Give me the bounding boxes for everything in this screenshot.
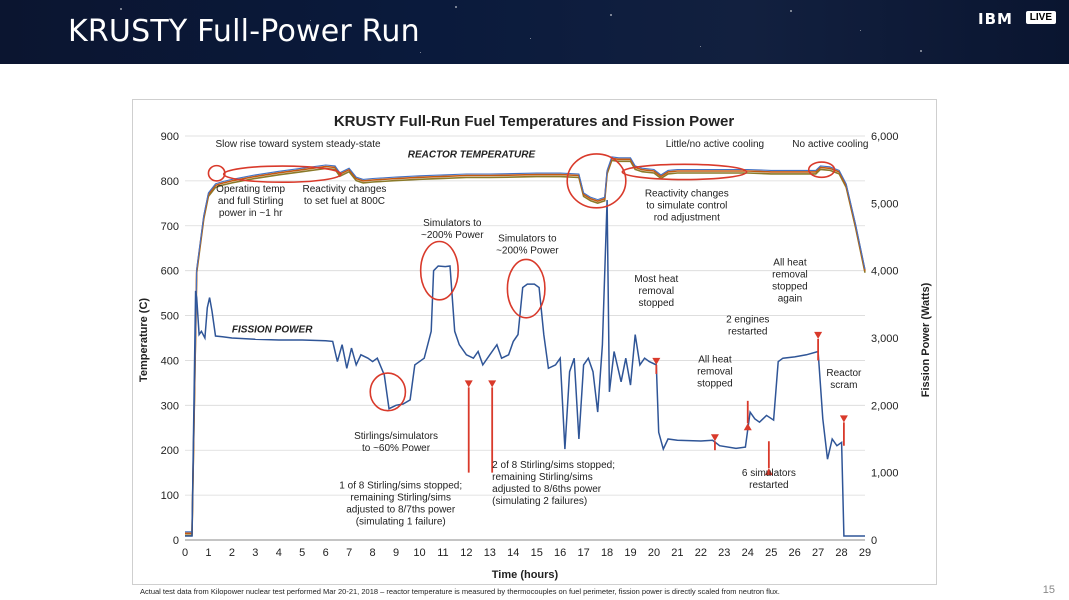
annotation-label: Stirlings/simulators to ~60% Power	[354, 431, 438, 454]
x-tick-label: 9	[392, 547, 400, 559]
x-tick-label: 5	[299, 547, 306, 559]
x-tick-label: 29	[858, 547, 872, 559]
slide-title: KRUSTY Full-Power Run	[68, 14, 420, 49]
y-tick-label: 700	[160, 220, 179, 233]
x-tick-label: 3	[252, 547, 259, 559]
annotation-label: REACTOR TEMPERATURE	[407, 149, 536, 161]
annotation-arrowhead	[488, 380, 496, 387]
x-tick-label: 2	[228, 547, 235, 559]
annotation-label: Reactivity changes to simulate control rod adjustment	[644, 188, 729, 224]
x-axis-label: Time (hours)	[491, 569, 559, 581]
y-tick-label: 300	[160, 400, 179, 413]
x-tick-label: 14	[507, 547, 520, 559]
annotation-label: Most heat removal stopped	[634, 273, 679, 309]
y-axis-label: Temperature (C)	[138, 297, 150, 383]
annotation-label: Reactor scram	[826, 368, 862, 392]
x-tick-label: 16	[554, 547, 567, 559]
x-tick-label: 21	[671, 547, 684, 559]
x-tick-label: 19	[624, 547, 637, 559]
x-tick-label: 23	[718, 547, 731, 559]
x-tick-label: 22	[694, 547, 707, 559]
annotation-label: No active cooling	[792, 139, 869, 151]
annotation-arrowhead	[744, 423, 752, 430]
annotation-label: Little/no active cooling	[665, 139, 765, 151]
krusty-chart	[133, 100, 936, 584]
annotation-arrowhead	[814, 332, 822, 339]
page-number: 15	[1042, 584, 1055, 596]
y2-tick-label: 0	[871, 535, 878, 547]
y2-tick-label: 2,000	[871, 400, 899, 413]
x-tick-label: 13	[483, 547, 496, 559]
x-tick-label: 12	[460, 547, 473, 559]
y2-tick-label: 3,000	[871, 333, 899, 345]
annotation-arrowhead	[465, 380, 473, 387]
annotation-label: 6 simulators restarted	[741, 467, 796, 491]
footnote: Actual test data from Kilopower nuclear test performed Mar 20-21, 2018 – reactor temperature is measured by thermocouples on fuel perimeter, fission power is directly scaled from neutron flux.	[140, 587, 780, 596]
x-tick-label: 26	[788, 547, 801, 559]
x-tick-label: 20	[647, 547, 661, 559]
x-tick-label: 6	[322, 547, 329, 559]
live-badge: LIVE	[1026, 11, 1056, 24]
slide-header	[0, 0, 1069, 64]
x-tick-label: 11	[437, 547, 449, 559]
annotations	[208, 139, 868, 527]
annotation-label: Operating temp and full Stirling power in ~1 hr	[216, 184, 286, 220]
y2-tick-label: 1,000	[871, 467, 899, 480]
x-tick-label: 15	[530, 547, 543, 559]
annotation-label: All heat removal stopped	[697, 354, 733, 390]
x-tick-label: 8	[369, 547, 376, 559]
y-tick-label: 600	[160, 265, 179, 278]
x-tick-label: 27	[811, 547, 825, 559]
x-tick-label: 17	[577, 547, 590, 559]
x-tick-label: 25	[765, 547, 778, 559]
annotation-ellipse	[208, 166, 224, 181]
annotation-label: All heat removal stopped again	[772, 257, 808, 305]
annotation-label: Slow rise toward system steady-state	[215, 139, 381, 151]
x-tick-label: 4	[275, 547, 282, 559]
annotation-label: 2 of 8 Stirling/sims stopped; remaining Stirling/sims adjusted to 8/6ths power (simulating 2 failures)	[492, 460, 616, 508]
y-tick-label: 900	[160, 131, 179, 143]
y-tick-label: 100	[160, 490, 179, 503]
chart-panel	[132, 99, 937, 585]
annotation-label: Simulators to ~200% Power	[496, 233, 559, 257]
annotation-label: 1 of 8 Stirling/sims stopped; remaining Stirling/sims adjusted to 8/7ths power (simulating 1 failure)	[339, 480, 463, 528]
annotation-arrowhead	[840, 415, 848, 422]
chart-title: KRUSTY Full-Run Fuel Temperatures and Fission Power	[333, 113, 735, 130]
x-tick-label: 1	[205, 547, 212, 559]
x-tick-label: 7	[346, 547, 353, 559]
x-tick-label: 10	[413, 547, 426, 559]
y-tick-label: 200	[160, 445, 179, 458]
x-tick-label: 18	[600, 547, 614, 559]
y-tick-label: 400	[160, 355, 179, 368]
annotation-label: Reactivity changes to set fuel at 800C	[302, 184, 387, 208]
x-tick-label: 28	[835, 547, 848, 559]
x-tick-label: 0	[181, 547, 189, 559]
annotation-label: FISSION POWER	[231, 324, 313, 336]
y-tick-label: 0	[172, 535, 179, 547]
annotation-label: Simulators to ~200% Power	[421, 217, 484, 241]
y-tick-label: 500	[160, 310, 179, 323]
annotation-label: 2 engines restarted	[726, 314, 770, 338]
ibm-logo: IBM	[978, 10, 1013, 28]
y2-axis-label: Fission Power (Watts)	[920, 282, 932, 398]
y-tick-label: 800	[160, 175, 179, 188]
y2-tick-label: 5,000	[871, 198, 899, 211]
x-tick-label: 24	[741, 547, 754, 559]
y2-tick-label: 6,000	[871, 131, 899, 143]
y2-tick-label: 4,000	[871, 265, 899, 278]
